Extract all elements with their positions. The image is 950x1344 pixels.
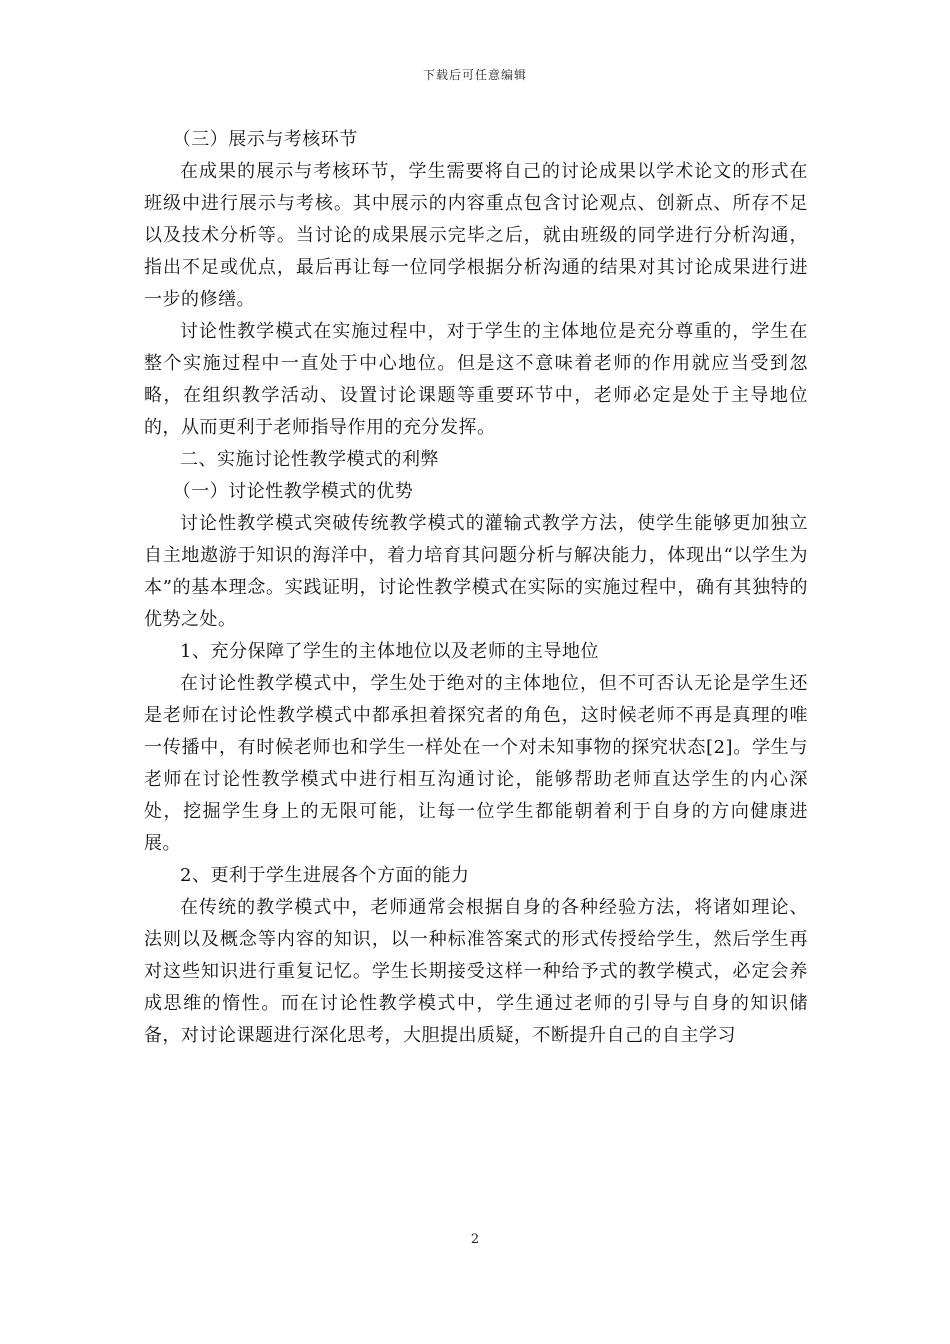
paragraph: 讨论性教学模式突破传统教学模式的灌输式教学方法，使学生能够更加独立自主地遨游于知识的海洋中，着力培育其问题分析与解决能力，体现出“以学生为本”的基本理念。实践证明，讨论性教学模式在实际的实施过程中，确有其独特的优势之处。 <box>144 513 808 630</box>
subsection-heading-1: （一）讨论性教学模式的优势 <box>172 481 414 502</box>
paragraph: 在讨论性教学模式中，学生处于绝对的主体地位，但不可否认无论是学生还是老师在讨论性教学模式中都承担着探究者的角色，这时候老师不再是真理的唯一传播中，有时候老师也和学生一样处在一个对未知事物的探究状态[2]。学生与老师在讨论性教学模式中进行相互沟通讨论，能够帮助老师直达学生的内心深处，挖掘学生身上的无限可能，让每一位学生都能朝着利于自身的方向健康进展。 <box>144 673 808 854</box>
paragraph: 讨论性教学模式在实施过程中，对于学生的主体地位是充分尊重的，学生在整个实施过程中一直处于中心地位。但是这不意味着老师的作用就应当受到忽略，在组织教学活动、设置讨论课题等重要环节中，老师必定是处于主导地位的，从而更利于老师指导作用的充分发挥。 <box>144 321 808 438</box>
page-number: 2 <box>470 1232 480 1247</box>
paragraph: 在传统的教学模式中，老师通常会根据自身的各种经验方法，将诸如理论、法则以及概念等内容的知识，以一种标准答案式的形式传授给学生，然后学生再对这些知识进行重复记忆。学生长期接受这样一种给予式的教学模式，必定会养成思维的惰性。而在讨论性教学模式中，学生通过老师的引导与自身的知识储备，对讨论课题进行深化思考，大胆提出质疑，不断提升自己的自主学习 <box>144 897 808 1046</box>
item-heading-2: 2、更利于学生进展各个方面的能力 <box>180 865 470 886</box>
subsection-heading-3: （三）展示与考核环节 <box>172 129 358 150</box>
page-header: 下载后可任意编辑 <box>422 68 527 82</box>
paragraph: 在成果的展示与考核环节，学生需要将自己的讨论成果以学术论文的形式在班级中进行展示与考核。其中展示的内容重点包含讨论观点、创新点、所存不足以及技术分析等。当讨论的成果展示完毕之后，就由班级的同学进行分析沟通，指出不足或优点，最后再让每一位同学根据分析沟通的结果对其讨论成果进行进一步的修缮。 <box>144 161 808 310</box>
item-heading-1: 1、充分保障了学生的主体地位以及老师的主导地位 <box>180 641 599 662</box>
section-heading-2: 二、实施讨论性教学模式的利弊 <box>180 449 439 470</box>
document-body <box>144 124 808 1052</box>
